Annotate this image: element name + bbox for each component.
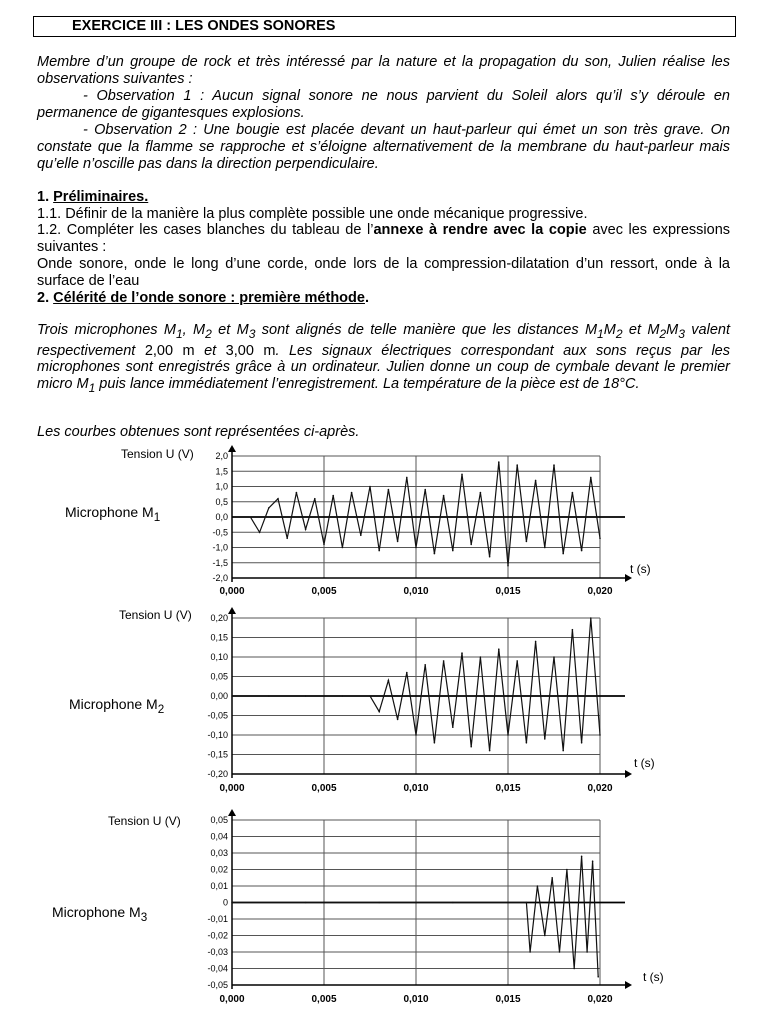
y-tick-label: -1,5 (212, 557, 228, 568)
mic-index: 2 (157, 702, 165, 716)
signal-point (551, 877, 553, 879)
p2-text: et (194, 342, 226, 359)
y-tick-label: 0 (222, 897, 228, 908)
observation-1: - Observation 1 : Aucun signal sonore ne nous parvient du Soleil alors qu’il s’y déroule en permanence de gigantesques explosions. (37, 88, 730, 121)
signal-point (443, 660, 445, 662)
section-1-heading (37, 189, 730, 206)
signal-point (470, 544, 472, 546)
x-tick-label: 0,000 (219, 586, 245, 597)
section-2-dot: . (364, 290, 369, 306)
p2-sub: 3 (248, 326, 256, 341)
x-tick-label: 0,010 (403, 586, 429, 597)
signal-point (480, 656, 482, 658)
section-2-number: 2. (37, 290, 50, 306)
signal-point (231, 902, 233, 904)
y-tick-label: 1,0 (215, 481, 228, 492)
mic-name: Microphone M (65, 504, 154, 520)
mic-index: 1 (153, 510, 161, 524)
p2-sub: 1 (88, 381, 96, 396)
signal-point (544, 547, 546, 549)
y-tick-label: 0,02 (210, 864, 228, 875)
x-tick-label: 0,010 (403, 783, 429, 794)
x-axis-arrow (625, 574, 632, 582)
plot-area (0, 805, 768, 1024)
y-tick-label: 0,20 (210, 613, 228, 623)
p2-text: . Les signaux électriques correspondant aux sons reçus par les microphones sont enregistrés grâce à un ordinateur. Julien donne un coup de cymbale devant le premier micro M (37, 342, 730, 393)
signal-point (231, 695, 233, 697)
signal-point (360, 535, 362, 537)
signal-point (507, 565, 509, 567)
signal-point (544, 935, 546, 937)
intro-paragraph: Membre d’un groupe de rock et très intéressé par la nature et la propagation du son, Julien réalise les observations suivantes : (37, 54, 730, 87)
section-1-number: 1. (37, 189, 50, 205)
y-tick-label: -0,15 (207, 749, 228, 760)
signal-point (597, 976, 599, 978)
y-tick-label: -0,02 (207, 930, 228, 941)
y-tick-label: -1,0 (212, 542, 228, 553)
graph-microphone-1 (0, 444, 768, 604)
signal-point (415, 734, 417, 736)
y-tick-label: 0,04 (210, 831, 228, 842)
y-tick-label: 0,5 (215, 496, 228, 507)
exercise-title: EXERCICE III : LES ONDES SONORES (72, 18, 336, 34)
microphones-paragraph (37, 322, 730, 397)
x-tick-label: 0,015 (495, 783, 521, 794)
question-1-1: 1.1. Définir de la manière la plus complète possible une onde mécanique progressive. (37, 206, 588, 222)
signal-point (406, 672, 408, 674)
p2-text: , M (182, 322, 206, 338)
signal-point (599, 538, 601, 540)
signal-point (305, 695, 307, 697)
p2-text: M (666, 322, 679, 338)
signal-point (590, 617, 592, 619)
p2-text: et M (211, 322, 249, 338)
signal-point (461, 474, 463, 476)
signal-point (537, 885, 539, 887)
plot-area (0, 604, 768, 800)
signal-point (562, 553, 564, 555)
x-tick-label: 0,020 (587, 783, 613, 794)
signal-point (452, 902, 454, 904)
signal-point (599, 734, 601, 736)
signal-point (553, 464, 555, 466)
x-tick-label: 0,015 (495, 994, 521, 1005)
signal-point (507, 734, 509, 736)
question-1-2-end: avec les expressions suivantes : (37, 222, 731, 255)
x-tick-label: 0,020 (587, 994, 613, 1005)
mic-name: Microphone M (52, 904, 141, 920)
signal-point (544, 738, 546, 740)
signal-point (559, 951, 561, 953)
signal-point (535, 641, 537, 643)
x-axis-label: t (s) (630, 562, 651, 576)
section-1-title: Préliminaires. (53, 189, 149, 205)
plot-area (0, 444, 768, 604)
signal-point (529, 951, 531, 953)
signal-line (232, 856, 598, 977)
signal-point (397, 719, 399, 721)
signal-point (397, 541, 399, 543)
y-tick-label: 0,10 (210, 652, 228, 662)
signal-point (378, 711, 380, 713)
signal-point (268, 695, 270, 697)
signal-point (566, 869, 568, 871)
signal-point (388, 680, 390, 682)
signal-point (489, 750, 491, 752)
y-tick-label: 0,15 (210, 632, 228, 643)
signal-point (250, 516, 252, 518)
y-axis-label: Tension U (V) (108, 814, 181, 828)
y-tick-label: 0,00 (210, 691, 228, 701)
signal-line (250, 462, 600, 566)
signal-point (305, 528, 307, 530)
mic-index: 3 (140, 910, 148, 924)
signal-point (369, 695, 371, 697)
signal-point (581, 550, 583, 552)
y-axis-arrow (228, 607, 236, 614)
signal-point (286, 538, 288, 540)
signal-point (378, 902, 380, 904)
signal-point (586, 951, 588, 953)
p2-text: puis lance immédiatement l’enregistrement. La température de la pièce est de 18°C. (95, 376, 640, 393)
signal-point (526, 742, 528, 744)
p2-sub: 2 (659, 326, 667, 341)
x-tick-label: 0,000 (219, 994, 245, 1005)
distance-m1m2: 2,00 m (144, 342, 195, 359)
signal-point (259, 532, 261, 534)
y-axis-arrow (228, 809, 236, 816)
signal-point (415, 547, 417, 549)
y-tick-label: 0,0 (215, 512, 228, 522)
signal-point (498, 648, 500, 650)
signal-point (590, 477, 592, 479)
exercise-title-box (33, 16, 736, 37)
signal-point (516, 660, 518, 662)
y-tick-label: 0,01 (210, 881, 228, 891)
section-2-heading (37, 290, 730, 307)
question-1-2 (37, 222, 730, 256)
signal-point (332, 495, 334, 497)
signal-point (581, 856, 583, 858)
p2-sub: 2 (205, 326, 212, 341)
y-tick-label: 1,5 (215, 466, 228, 477)
signal-point (535, 480, 537, 482)
signal-point (443, 495, 445, 497)
signal-point (452, 550, 454, 552)
signal-point (553, 656, 555, 658)
y-tick-label: -0,10 (207, 730, 228, 740)
x-axis-arrow (625, 770, 632, 778)
x-tick-label: 0,020 (587, 586, 613, 597)
p2-text: sont alignés de telle manière que les distances M (255, 322, 598, 338)
y-tick-label: 2,0 (215, 451, 228, 461)
p2-text: valent respectivement (37, 322, 730, 359)
x-axis-arrow (625, 981, 632, 989)
signal-point (314, 498, 316, 500)
p2-text: et M (622, 322, 660, 338)
y-tick-label: -0,03 (207, 947, 228, 957)
signal-point (526, 902, 528, 904)
y-tick-label: -0,20 (207, 769, 228, 779)
y-tick-label: -0,5 (212, 527, 228, 538)
signal-point (461, 652, 463, 654)
signal-point (369, 486, 371, 488)
section-2-title: Célérité de l’onde sonore : première méthode (53, 290, 365, 306)
signal-point (572, 492, 574, 494)
graph-microphone-3 (0, 805, 768, 1024)
signal-point (572, 629, 574, 631)
y-tick-label: -0,05 (207, 980, 228, 990)
y-tick-label: -2,0 (212, 573, 228, 583)
y-axis-label: Tension U (V) (121, 447, 194, 461)
signal-point (351, 492, 353, 494)
mic-name: Microphone M (69, 696, 158, 712)
x-tick-label: 0,015 (495, 586, 521, 597)
y-tick-label: 0,03 (210, 848, 228, 858)
x-tick-label: 0,005 (311, 783, 337, 794)
signal-point (268, 507, 270, 509)
p2-sub: 1 (597, 326, 604, 341)
signal-point (388, 489, 390, 491)
signal-point (406, 477, 408, 479)
signal-point (296, 492, 298, 494)
annex-reference: annexe à rendre avec la copie (373, 222, 587, 238)
x-tick-label: 0,005 (311, 994, 337, 1005)
signal-point (592, 860, 594, 862)
signal-point (342, 547, 344, 549)
p2-text: M (603, 322, 616, 338)
observation-2: - Observation 2 : Une bougie est placée devant un haut-parleur qui émet un son très grave. On constate que la flamme se rapproche et s’éloigne alternativement de la membrane du haut-parleur mais qu’elle n’oscille pas dans la direction perpendiculaire. (37, 122, 730, 172)
signal-point (480, 492, 482, 494)
signal-point (452, 726, 454, 728)
signal-point (470, 746, 472, 748)
signal-point (323, 544, 325, 546)
y-axis-arrow (228, 445, 236, 452)
x-axis-label: t (s) (643, 970, 664, 984)
question-1-2-start: 1.2. Compléter les cases blanches du tableau de l’ (37, 222, 374, 238)
signal-point (562, 750, 564, 752)
signal-point (434, 742, 436, 744)
signal-point (342, 695, 344, 697)
y-tick-label: -0,01 (207, 914, 228, 924)
p2-sub: 2 (615, 326, 623, 341)
x-tick-label: 0,000 (219, 783, 245, 794)
x-axis-label: t (s) (634, 756, 655, 770)
y-tick-label: -0,05 (207, 710, 228, 721)
p2-sub: 3 (678, 326, 685, 341)
signal-point (498, 461, 500, 463)
p2-text: Trois microphones M (37, 322, 176, 338)
y-tick-label: -0,04 (207, 963, 228, 974)
signal-point (516, 464, 518, 466)
signal-point (434, 553, 436, 555)
signal-point (581, 742, 583, 744)
y-tick-label: 0,05 (210, 815, 228, 825)
y-axis-label: Tension U (V) (119, 608, 192, 622)
signal-point (378, 550, 380, 552)
x-tick-label: 0,005 (311, 586, 337, 597)
signal-point (424, 664, 426, 666)
curves-intro: Les courbes obtenues sont représentées ci-après. (37, 424, 360, 440)
y-tick-label: 0,05 (210, 671, 228, 682)
signal-point (489, 556, 491, 558)
signal-point (277, 498, 279, 500)
signal-point (573, 968, 575, 970)
x-tick-label: 0,010 (403, 994, 429, 1005)
question-1-2-expressions: Onde sonore, onde le long d’une corde, onde lors de la compression-dilatation d’un ressort, onde à la surface de l’eau (37, 256, 730, 289)
p2-sub: 1 (175, 326, 183, 341)
signal-point (424, 489, 426, 491)
distance-m2m3: 3,00 m (225, 342, 276, 359)
signal-point (526, 541, 528, 543)
signal-point (305, 902, 307, 904)
graph-microphone-2 (0, 604, 768, 800)
